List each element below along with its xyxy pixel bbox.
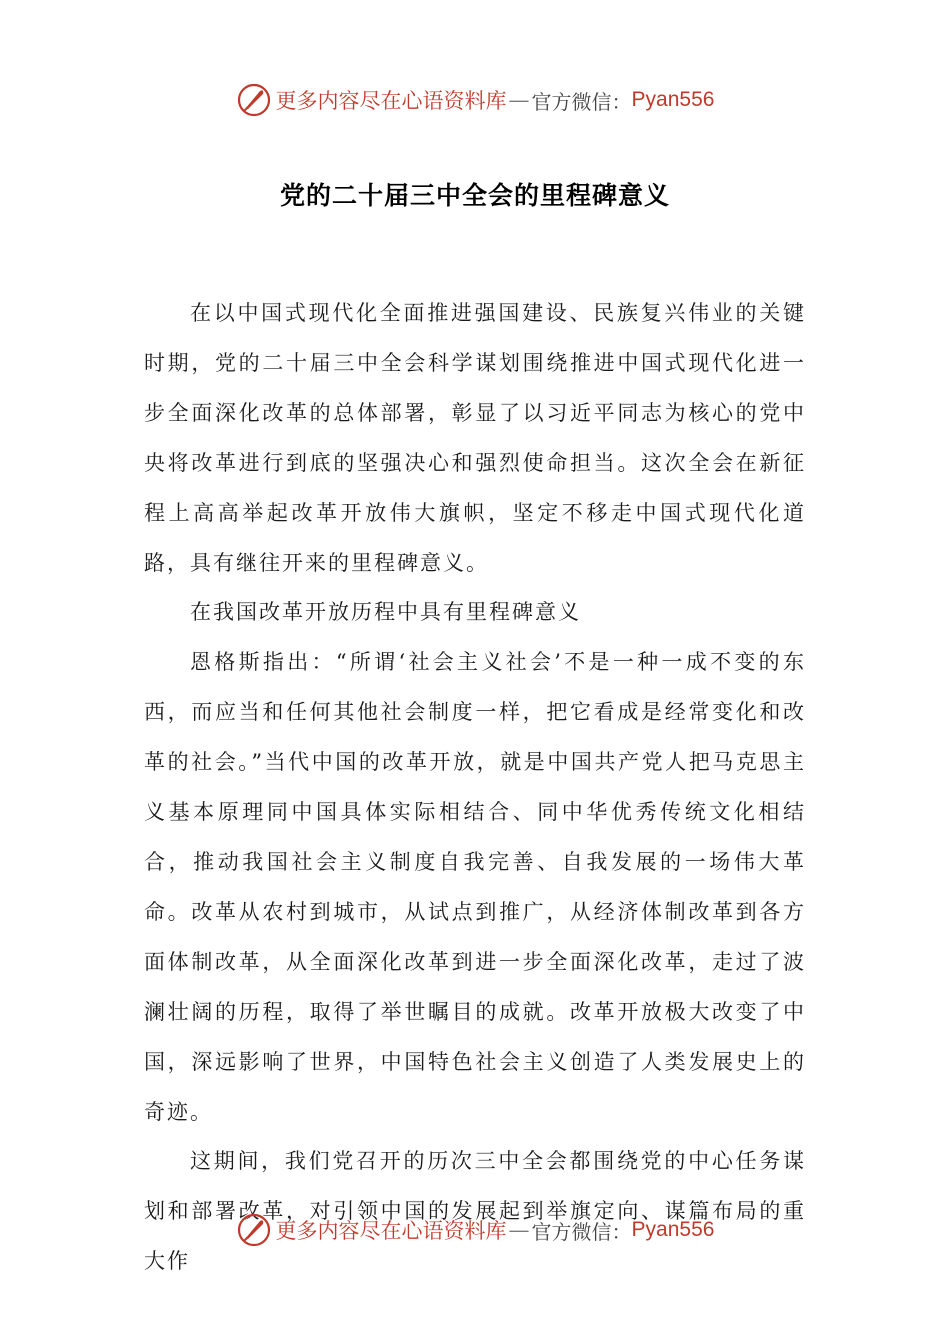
banner-dash: — [508,88,530,112]
paragraph: 在以中国式现代化全面推进强国建设、民族复兴伟业的关键时期，党的二十届三中全会科学谋划围绕推进中国式现代化进一步全面深化改革的总体部署，彰显了以习近平同志为核心的党中央将改革进行到底的坚强决心和强烈使命担当。这次全会在新征程上高高举起改革开放伟大旗帜，坚定不移走中国式现代化道路，具有继往开来的里程碑意义。 [144,301,806,575]
wechat-id: Pyan556 [631,88,715,111]
wechat-label: 官方微信： [531,1219,632,1244]
paragraph: 恩格斯指出：“所谓‘社会主义社会’不是一种一成不变的东西，而应当和任何其他社会制度一样，把它看成是经常变化和改革的社会。”当代中国的改革开放，就是中国共产党人把马克思主义基本原理同中国具体实际相结合、同中华优秀传统文化相结合，推动我国社会主义制度自我完善、自我发展的一场伟大革命。改革从农村到城市，从试点到推广，从经济体制改革到各方面体制改革，从全面深化改革到进一步全面深化改革，走过了波澜壮阔的历程，取得了举世瞩目的成就。改革开放极大改变了中国，深远影响了世界，中国特色社会主义创造了人类发展史上的奇迹。 [144,650,806,1124]
document-body [144,289,806,1287]
paragraph: 这期间，我们党召开的历次三中全会都围绕党的中心任务谋划和部署改革，对引领中国的发展起到举旗定向、谋篇布局的重大作 [144,1149,806,1274]
quill-pen-logo-icon [236,82,272,118]
quill-pen-logo-icon [236,1212,272,1248]
banner-dash: — [508,1218,530,1242]
wechat-id: Pyan556 [631,1218,715,1241]
header-banner [0,80,950,120]
footer-banner [0,1210,950,1250]
document-title: 党的二十届三中全会的里程碑意义 [279,181,670,210]
banner-text: 更多内容尽在心语资料库 [275,1219,507,1243]
wechat-label: 官方微信： [531,89,632,114]
banner-text: 更多内容尽在心语资料库 [275,89,507,113]
section-heading: 在我国改革开放历程中具有里程碑意义 [190,600,581,625]
